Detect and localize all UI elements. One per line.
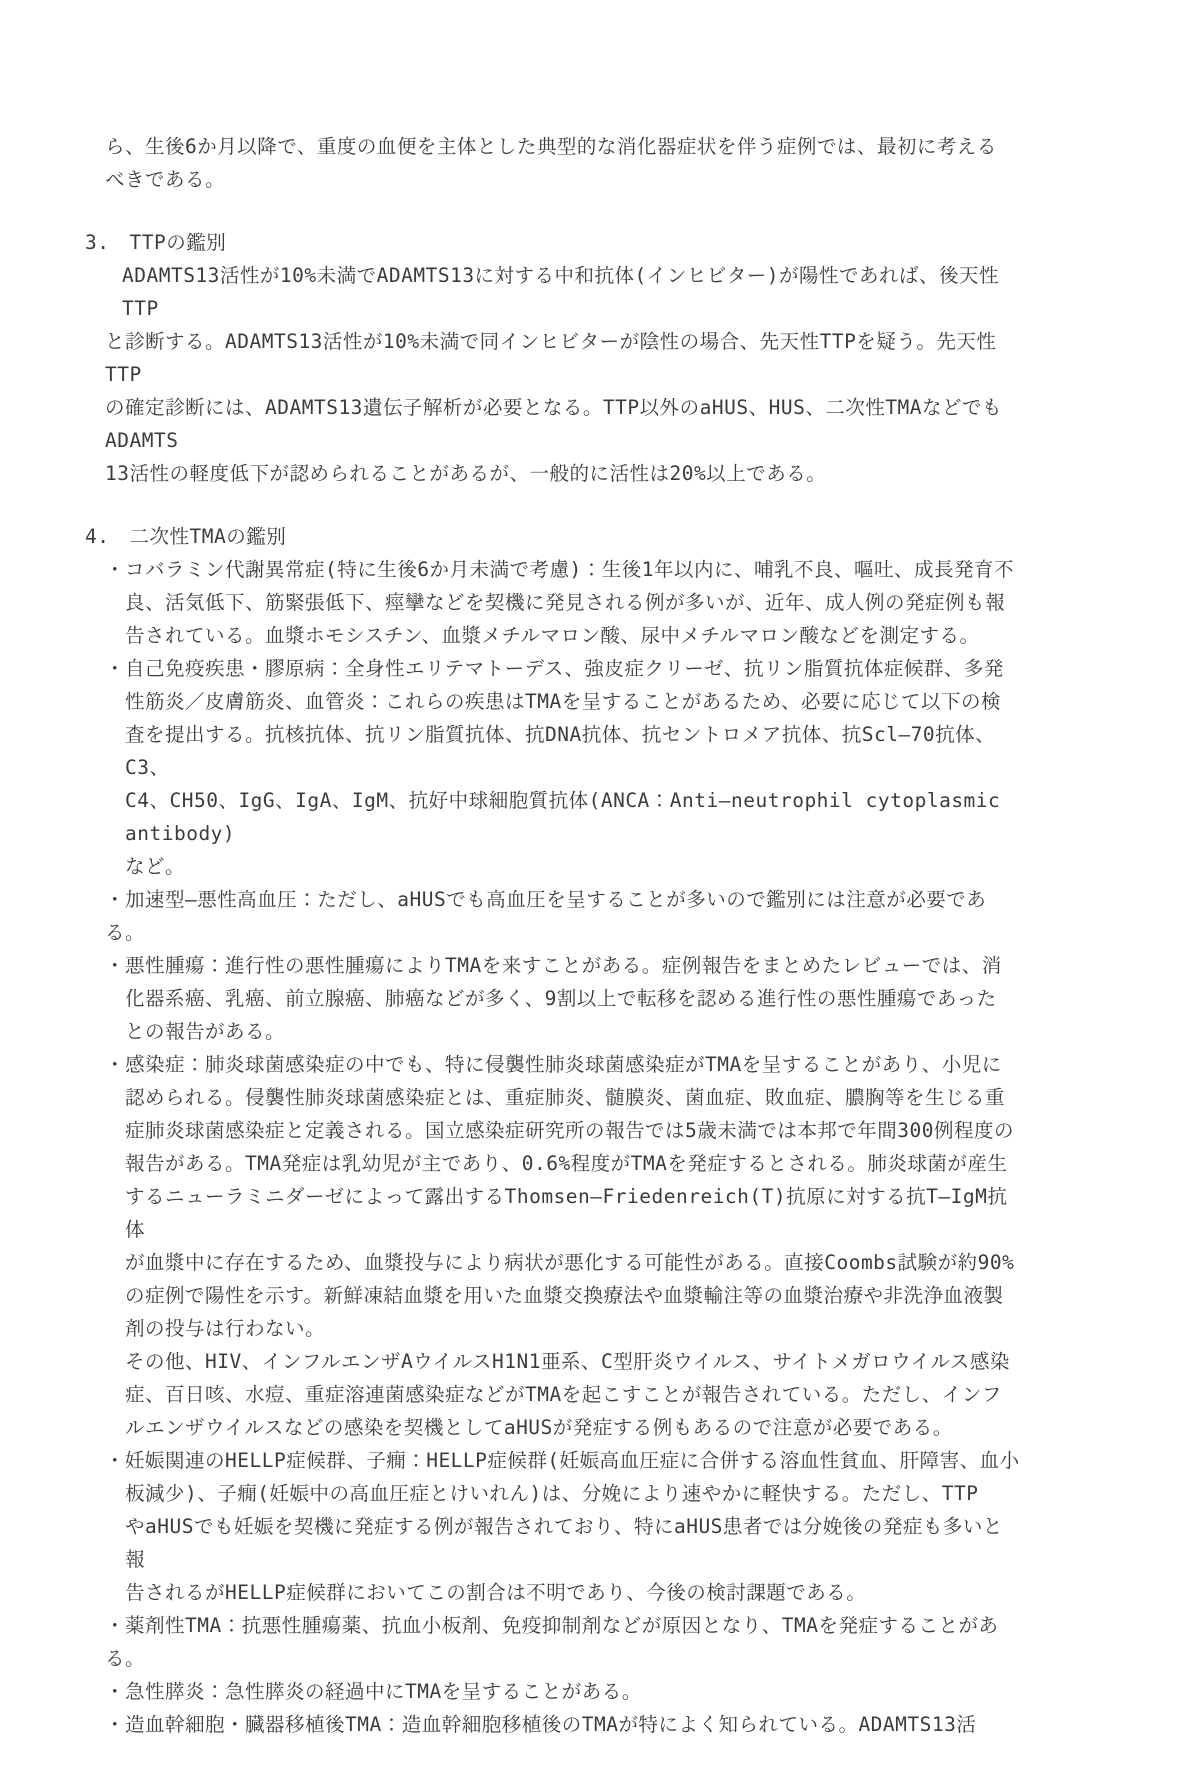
document-body (85, 130, 1021, 1741)
continuation-line: が血漿中に存在するため、血漿投与により病状が悪化する可能性がある。直接Coombs試験が約90% (125, 1251, 1015, 1274)
continuation-line: 報告がある。TMA発症は乳幼児が主であり、0.6%程度がTMAを発症するとされる。肺炎球菌が産生 (125, 1152, 1008, 1175)
bullet-line: ・急性膵炎：急性膵炎の経過中にTMAを呈することがある。 (105, 1680, 642, 1703)
continuation-line: 良、活気低下、筋緊張低下、痙攣などを契機に発見される例が多いが、近年、成人例の発症例も報 (125, 591, 1006, 614)
blank-line (85, 490, 1021, 520)
paragraph-line: べきである。 (105, 168, 226, 191)
continuation-line: するニューラミニダーゼによって露出するThomsen—Friedenreich(T)抗原に対する抗T—IgM抗体 (125, 1185, 1008, 1241)
continuation-line: との報告がある。 (125, 1020, 286, 1043)
bullet-line: ・感染症：肺炎球菌感染症の中でも、特に侵襲性肺炎球菌感染症がTMAを呈することがあり、小児に (105, 1053, 1002, 1076)
bullet-line: ・悪性腫瘍：進行性の悪性腫瘍によりTMAを来すことがある。症例報告をまとめたレビューでは、消 (105, 954, 1002, 977)
section-heading: 3. TTPの鑑別 (85, 231, 227, 254)
continuation-line: やaHUSでも妊娠を契機に発症する例が報告されており、特にaHUS患者では分娩後の発症も多いと報 (125, 1515, 1003, 1571)
bullet-line: ・自己免疫疾患・膠原病：全身性エリテマトーデス、強皮症クリーゼ、抗リン脂質抗体症候群、多発 (105, 657, 1004, 680)
paragraph-line: と診断する。ADAMTS13活性が10%未満で同インヒビターが陰性の場合、先天性TTPを疑う。先天性TTP (105, 330, 997, 386)
section-heading: 4. 二次性TMAの鑑別 (85, 525, 287, 548)
paragraph-line: ら、生後6か月以降で、重度の血便を主体とした典型的な消化器症状を伴う症例では、最初に考える (105, 135, 997, 158)
paragraph-line: ADAMTS13活性が10%未満でADAMTS13に対する中和抗体(インヒビター)が陽性であれば、後天性TTP (122, 264, 1000, 320)
continuation-line: 告されるがHELLP症候群においてこの割合は不明であり、今後の検討課題である。 (125, 1581, 867, 1604)
bullet-line: ・造血幹細胞・臓器移植後TMA：造血幹細胞移植後のTMAが特によく知られている。ADAMTS13活 (105, 1713, 977, 1736)
bullet-line: ・薬剤性TMA：抗悪性腫瘍薬、抗血小板剤、免疫抑制剤などが原因となり、TMAを発症することがある。 (105, 1614, 999, 1670)
bullet-line: ・コバラミン代謝異常症(特に生後6か月未満で考慮)：生後1年以内に、哺乳不良、嘔吐、成長発育不 (105, 558, 1014, 581)
continuation-line: の症例で陽性を示す。新鮮凍結血漿を用いた血漿交換療法や血漿輸注等の血漿治療や非洗浄血液製 (125, 1284, 1004, 1307)
continuation-line: 告されている。血漿ホモシスチン、血漿メチルマロン酸、尿中メチルマロン酸などを測定する。 (125, 624, 980, 647)
continuation-line: 症、百日咳、水痘、重症溶連菌感染症などがTMAを起こすことが報告されている。ただし、インフ (125, 1383, 1002, 1406)
continuation-line: 剤の投与は行わない。 (125, 1317, 326, 1340)
paragraph-line: 13活性の軽度低下が認められることがあるが、一般的に活性は20%以上である。 (105, 462, 827, 485)
bullet-line: ・加速型—悪性高血圧：ただし、aHUSでも高血圧を呈することが多いので鑑別には注意が必要である。 (105, 888, 987, 944)
continuation-line: ルエンザウイルスなどの感染を契機としてaHUSが発症する例もあるので注意が必要である。 (125, 1416, 953, 1439)
continuation-line: 症肺炎球菌感染症と定義される。国立感染症研究所の報告では5歳未満では本邦で年間300例程度の (125, 1119, 1014, 1142)
continuation-line: C4、CH50、IgG、IgA、IgM、抗好中球細胞質抗体(ANCA：Anti—neutrophil cytoplasmic antibody) (125, 789, 1013, 845)
continuation-line: 査を提出する。抗核抗体、抗リン脂質抗体、抗DNA抗体、抗セントロメア抗体、抗Scl—70抗体、C3、 (125, 723, 996, 779)
continuation-line: など。 (125, 855, 186, 878)
continuation-line: 性筋炎／皮膚筋炎、血管炎：これらの疾患はTMAを呈することがあるため、必要に応じて以下の検 (125, 690, 1001, 713)
blank-line (85, 196, 1021, 226)
continuation-line: 認められる。侵襲性肺炎球菌感染症とは、重症肺炎、髄膜炎、菌血症、敗血症、膿胸等を生じる重 (125, 1086, 1006, 1109)
continuation-line: 板減少)、子癇(妊娠中の高血圧症とけいれん)は、分娩により速やかに軽快する。ただし、TTP (125, 1482, 979, 1505)
continuation-line: 化器系癌、乳癌、前立腺癌、肺癌などが多く、9割以上で転移を認める進行性の悪性腫瘍であった (125, 987, 997, 1010)
bullet-line: ・妊娠関連のHELLP症候群、子癇：HELLP症候群(妊娠高血圧症に合併する溶血性貧血、肝障害、血小 (105, 1449, 1020, 1472)
continuation-line: その他、HIV、インフルエンザAウイルスH1N1亜系、C型肝炎ウイルス、サイトメガロウイルス感染 (125, 1350, 1010, 1373)
paragraph-line: の確定診断には、ADAMTS13遺伝子解析が必要となる。TTP以外のaHUS、HUS、二次性TMAなどでもADAMTS (105, 396, 1003, 452)
